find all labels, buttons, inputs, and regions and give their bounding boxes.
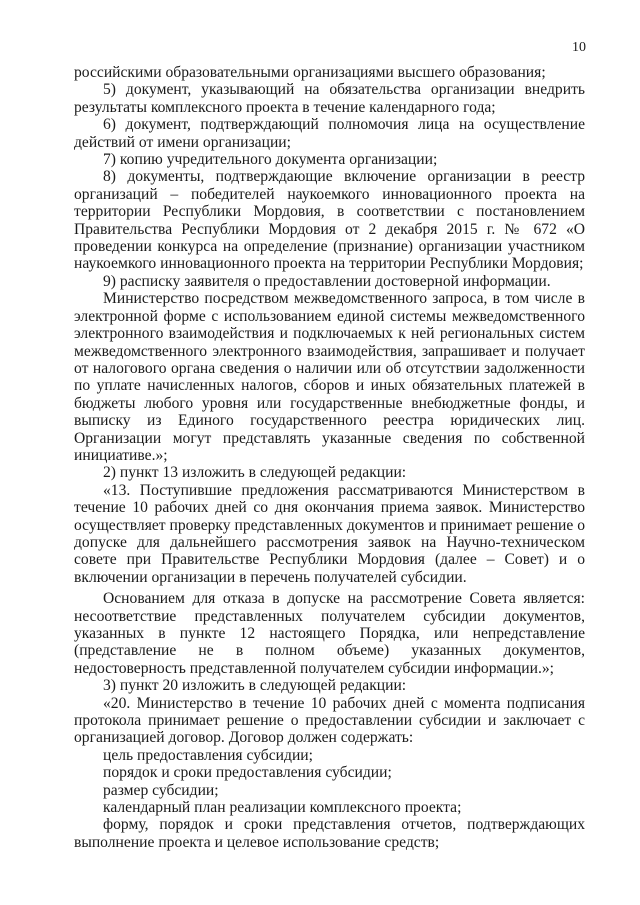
paragraph: 2) пункт 13 изложить в следующей редакции: xyxy=(103,464,407,482)
paragraph: «20. Министерство в течение 10 рабочих дней с момента подписания протокола принимает решение о предоставлении субсидии и заключает с организацией договор. Договор должен содержать: xyxy=(74,694,585,747)
paragraph: 7) копию учредительного документа организации; xyxy=(103,151,438,169)
paragraph: 6) документ, подтверждающий полномочия лица на осуществление действий от имени организации; xyxy=(74,116,585,151)
paragraph: российскими образовательными организациями высшего образования; xyxy=(74,64,546,81)
paragraph: 9) расписку заявителя о предоставлении достоверной информации. xyxy=(103,272,551,290)
paragraph: «13. Поступившие предложения рассматриваются Министерством в течение 10 рабочих дней со дня окончания приема заявок. Министерство осуществляет проверку представленных документов и принимает решение о допуске для дальнейшего рассмотрения заявок на Научно-техническом совете при Правительстве Республики Мордовия (далее – Совет) и о включении организации в перечень получателей субсидии. xyxy=(74,481,586,586)
paragraph: календарный план реализации комплексного проекта; xyxy=(103,799,462,817)
paragraph: 8) документы, подтверждающие включение организации в реестр организаций – победителей наукоемкого инновационного проекта на территории Республики Мордовия, в соответствии с постановлением Правительства Республики Мордовия от 2 декабря 2015 г. № 672 «О проведении конкурса на определение (признание) организации участником наукоемкого инновационного проекта на территории Республики Мордовия; xyxy=(74,168,585,273)
paragraph: 3) пункт 20 изложить в следующей редакции: xyxy=(103,677,407,695)
paragraph: Основанием для отказа в допуске на рассмотрение Совета является: несоответствие представленных получателем субсидии документов, указанных в пункте 12 настоящего Порядка, или непредставление (представление не в полном объеме) указанных документов, недостоверность представленной получателем субсидии информации.»; xyxy=(74,590,585,677)
paragraph: размер субсидии; xyxy=(103,781,219,799)
paragraph: 5) документ, указывающий на обязательства организации внедрить результаты комплексного проекта в течение календарного года; xyxy=(74,81,585,116)
page-number: 10 xyxy=(572,40,586,55)
paragraph: форму, порядок и сроки представления отчетов, подтверждающих выполнение проекта и целевое использование средств; xyxy=(74,816,585,851)
document-body xyxy=(74,64,585,851)
paragraph: порядок и сроки предоставления субсидии; xyxy=(103,764,392,782)
paragraph: цель предоставления субсидии; xyxy=(103,746,313,764)
paragraph: Министерство посредством межведомственного запроса, в том числе в электронной форме с использованием единой системы межведомственного электронного взаимодействия и подключаемых к ней региональных систем межведомственного электронного взаимодействия, запрашивает и получает от налогового органа сведения о наличии или об отсутствии задолженности по уплате начисленных налогов, сборов и иных обязательных платежей в бюджеты любого уровня или государственные внебюджетные фонды, и выписку из Единого государственного реестра юридических лиц. Организации могут представлять указанные сведения по собственной инициативе.»; xyxy=(74,290,585,464)
